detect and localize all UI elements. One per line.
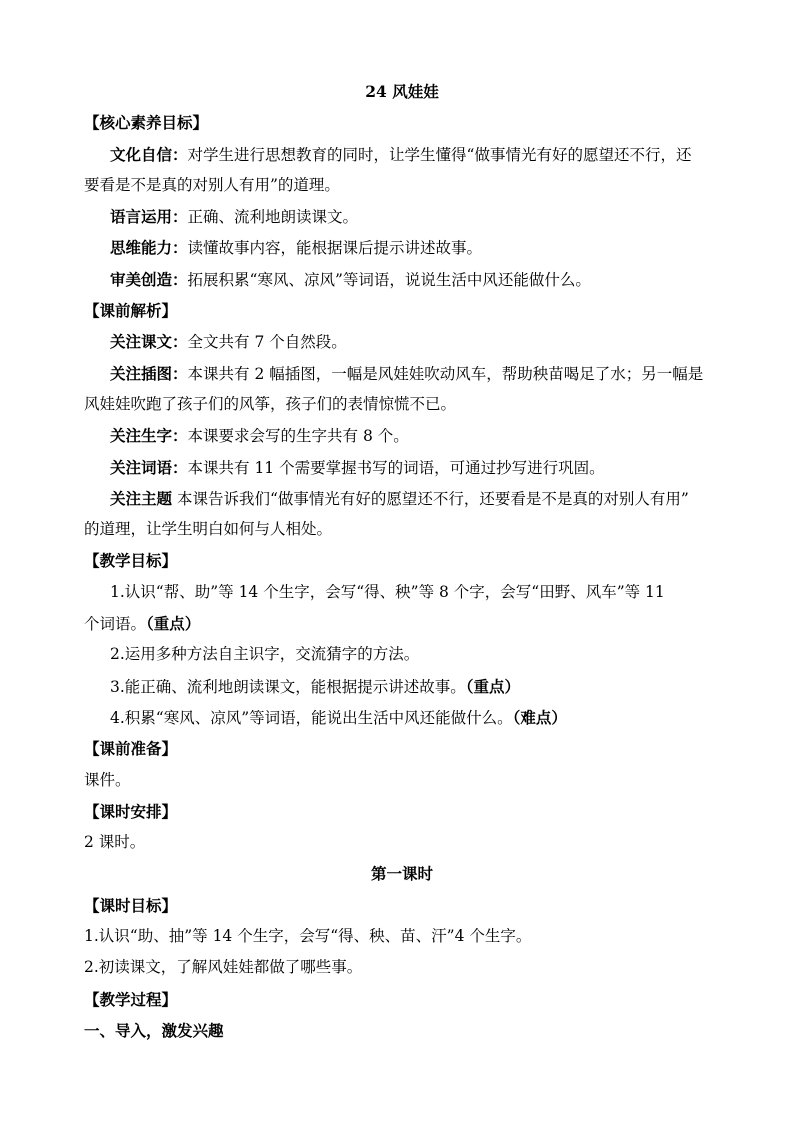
teaching-goal-3-tag: （重点）	[465, 676, 521, 696]
teaching-goal-3	[84, 671, 720, 702]
process-step-1: 一、导入，激发兴趣	[84, 1020, 224, 1040]
focus-text-label: 关注课文：	[110, 332, 188, 352]
prep-heading: 【课前准备】	[84, 739, 178, 759]
language-text: 正确、流利地朗读课文。	[187, 208, 359, 227]
focus-char	[84, 420, 720, 451]
focus-char-text: 本课要求会写的生字共有 8 个。	[187, 427, 409, 446]
teaching-goal-1-tag: （重点）	[146, 614, 201, 634]
culture-text-1: 对学生进行思想教育的同时，让学生懂得“做事情光有好的愿望还不行，还	[187, 145, 692, 164]
teaching-goal-4	[84, 702, 720, 733]
lesson-goal-1: 1.认识“助、抽”等 14 个生字，会写“得、秧、苗、汗”4 个生字。	[84, 927, 532, 946]
document-page	[84, 76, 720, 1046]
thinking-text: 读懂故事内容，能根据课后提示讲述故事。	[187, 239, 483, 258]
focus-theme-text-2: 的道理，让学生明白如何与人相处。	[84, 520, 333, 539]
teaching-goal-1	[84, 577, 720, 608]
teaching-goal-2	[84, 639, 720, 670]
teaching-goals-heading: 【教学目标】	[84, 551, 178, 571]
aesthetic-goal	[84, 264, 720, 295]
focus-theme-text-1: 本课告诉我们“做事情光有好的愿望还不行，还要看是不是真的对别人有用”	[172, 489, 689, 508]
teaching-goal-3-text: 3.能正确、流利地朗读课文，能根据提示讲述故事。	[110, 677, 466, 696]
teaching-goal-1-text-2: 个词语。	[84, 615, 147, 634]
teaching-goal-4-text: 4.积累“寒风、凉风”等词语，能说出生活中风还能做什么。	[110, 708, 513, 727]
focus-image-cont	[84, 389, 720, 420]
pre-analysis-heading: 【课前解析】	[84, 301, 178, 321]
page-title: 24 风娃娃	[365, 82, 439, 101]
focus-theme	[84, 483, 720, 514]
focus-word	[84, 452, 720, 483]
aesthetic-text: 拓展积累“寒风、凉风”等词语，说说生活中风还能做什么。	[187, 270, 591, 289]
process-heading: 【教学过程】	[84, 989, 178, 1009]
culture-label: 文化自信：	[110, 144, 188, 164]
lesson-goals-heading: 【课时目标】	[84, 895, 178, 915]
focus-image	[84, 358, 720, 389]
focus-theme-cont	[84, 514, 720, 545]
aesthetic-label: 审美创造：	[110, 269, 188, 289]
teaching-goal-4-tag: （难点）	[512, 707, 567, 727]
focus-text-value: 全文共有 7 个自然段。	[187, 333, 347, 352]
language-label: 语言运用：	[110, 207, 188, 227]
prep-text: 课件。	[84, 770, 131, 789]
culture-goal	[84, 139, 720, 170]
focus-image-text-1: 本课共有 2 幅插图，一幅是风娃娃吹动风车，帮助秧苗喝足了水；另一幅是	[187, 364, 704, 383]
focus-image-label: 关注插图：	[110, 363, 188, 383]
culture-text-2: 要看是不是真的对别人有用”的道理。	[84, 175, 340, 194]
thinking-label: 思维能力：	[110, 238, 188, 258]
schedule-text: 2 课时。	[84, 833, 146, 852]
first-lesson-heading: 第一课时	[370, 864, 433, 884]
language-goal	[84, 201, 720, 232]
core-goals-heading: 【核心素养目标】	[84, 113, 209, 133]
schedule-heading: 【课时安排】	[84, 801, 178, 821]
lesson-goal-2: 2.初读课文，了解风娃娃都做了哪些事。	[84, 958, 363, 977]
focus-image-text-2: 风娃娃吹跑了孩子们的风筝，孩子们的表情惊慌不已。	[84, 394, 457, 413]
teaching-goal-1-cont	[84, 608, 720, 639]
focus-theme-label: 关注主题	[110, 488, 173, 508]
focus-word-label: 关注词语：	[110, 457, 188, 477]
teaching-goal-1-text: 1.认识“帮、助”等 14 个生字，会写“得、秧”等 8 个字，会写“田野、风车”等 11	[110, 582, 665, 601]
teaching-goal-2-text: 2.运用多种方法自主识字，交流猜字的方法。	[110, 645, 420, 664]
culture-goal-cont	[84, 170, 720, 201]
focus-char-label: 关注生字：	[110, 426, 188, 446]
focus-text	[84, 326, 720, 357]
focus-word-text: 本课共有 11 个需要掌握书写的词语，可通过抄写进行巩固。	[187, 458, 605, 477]
thinking-goal	[84, 232, 720, 263]
